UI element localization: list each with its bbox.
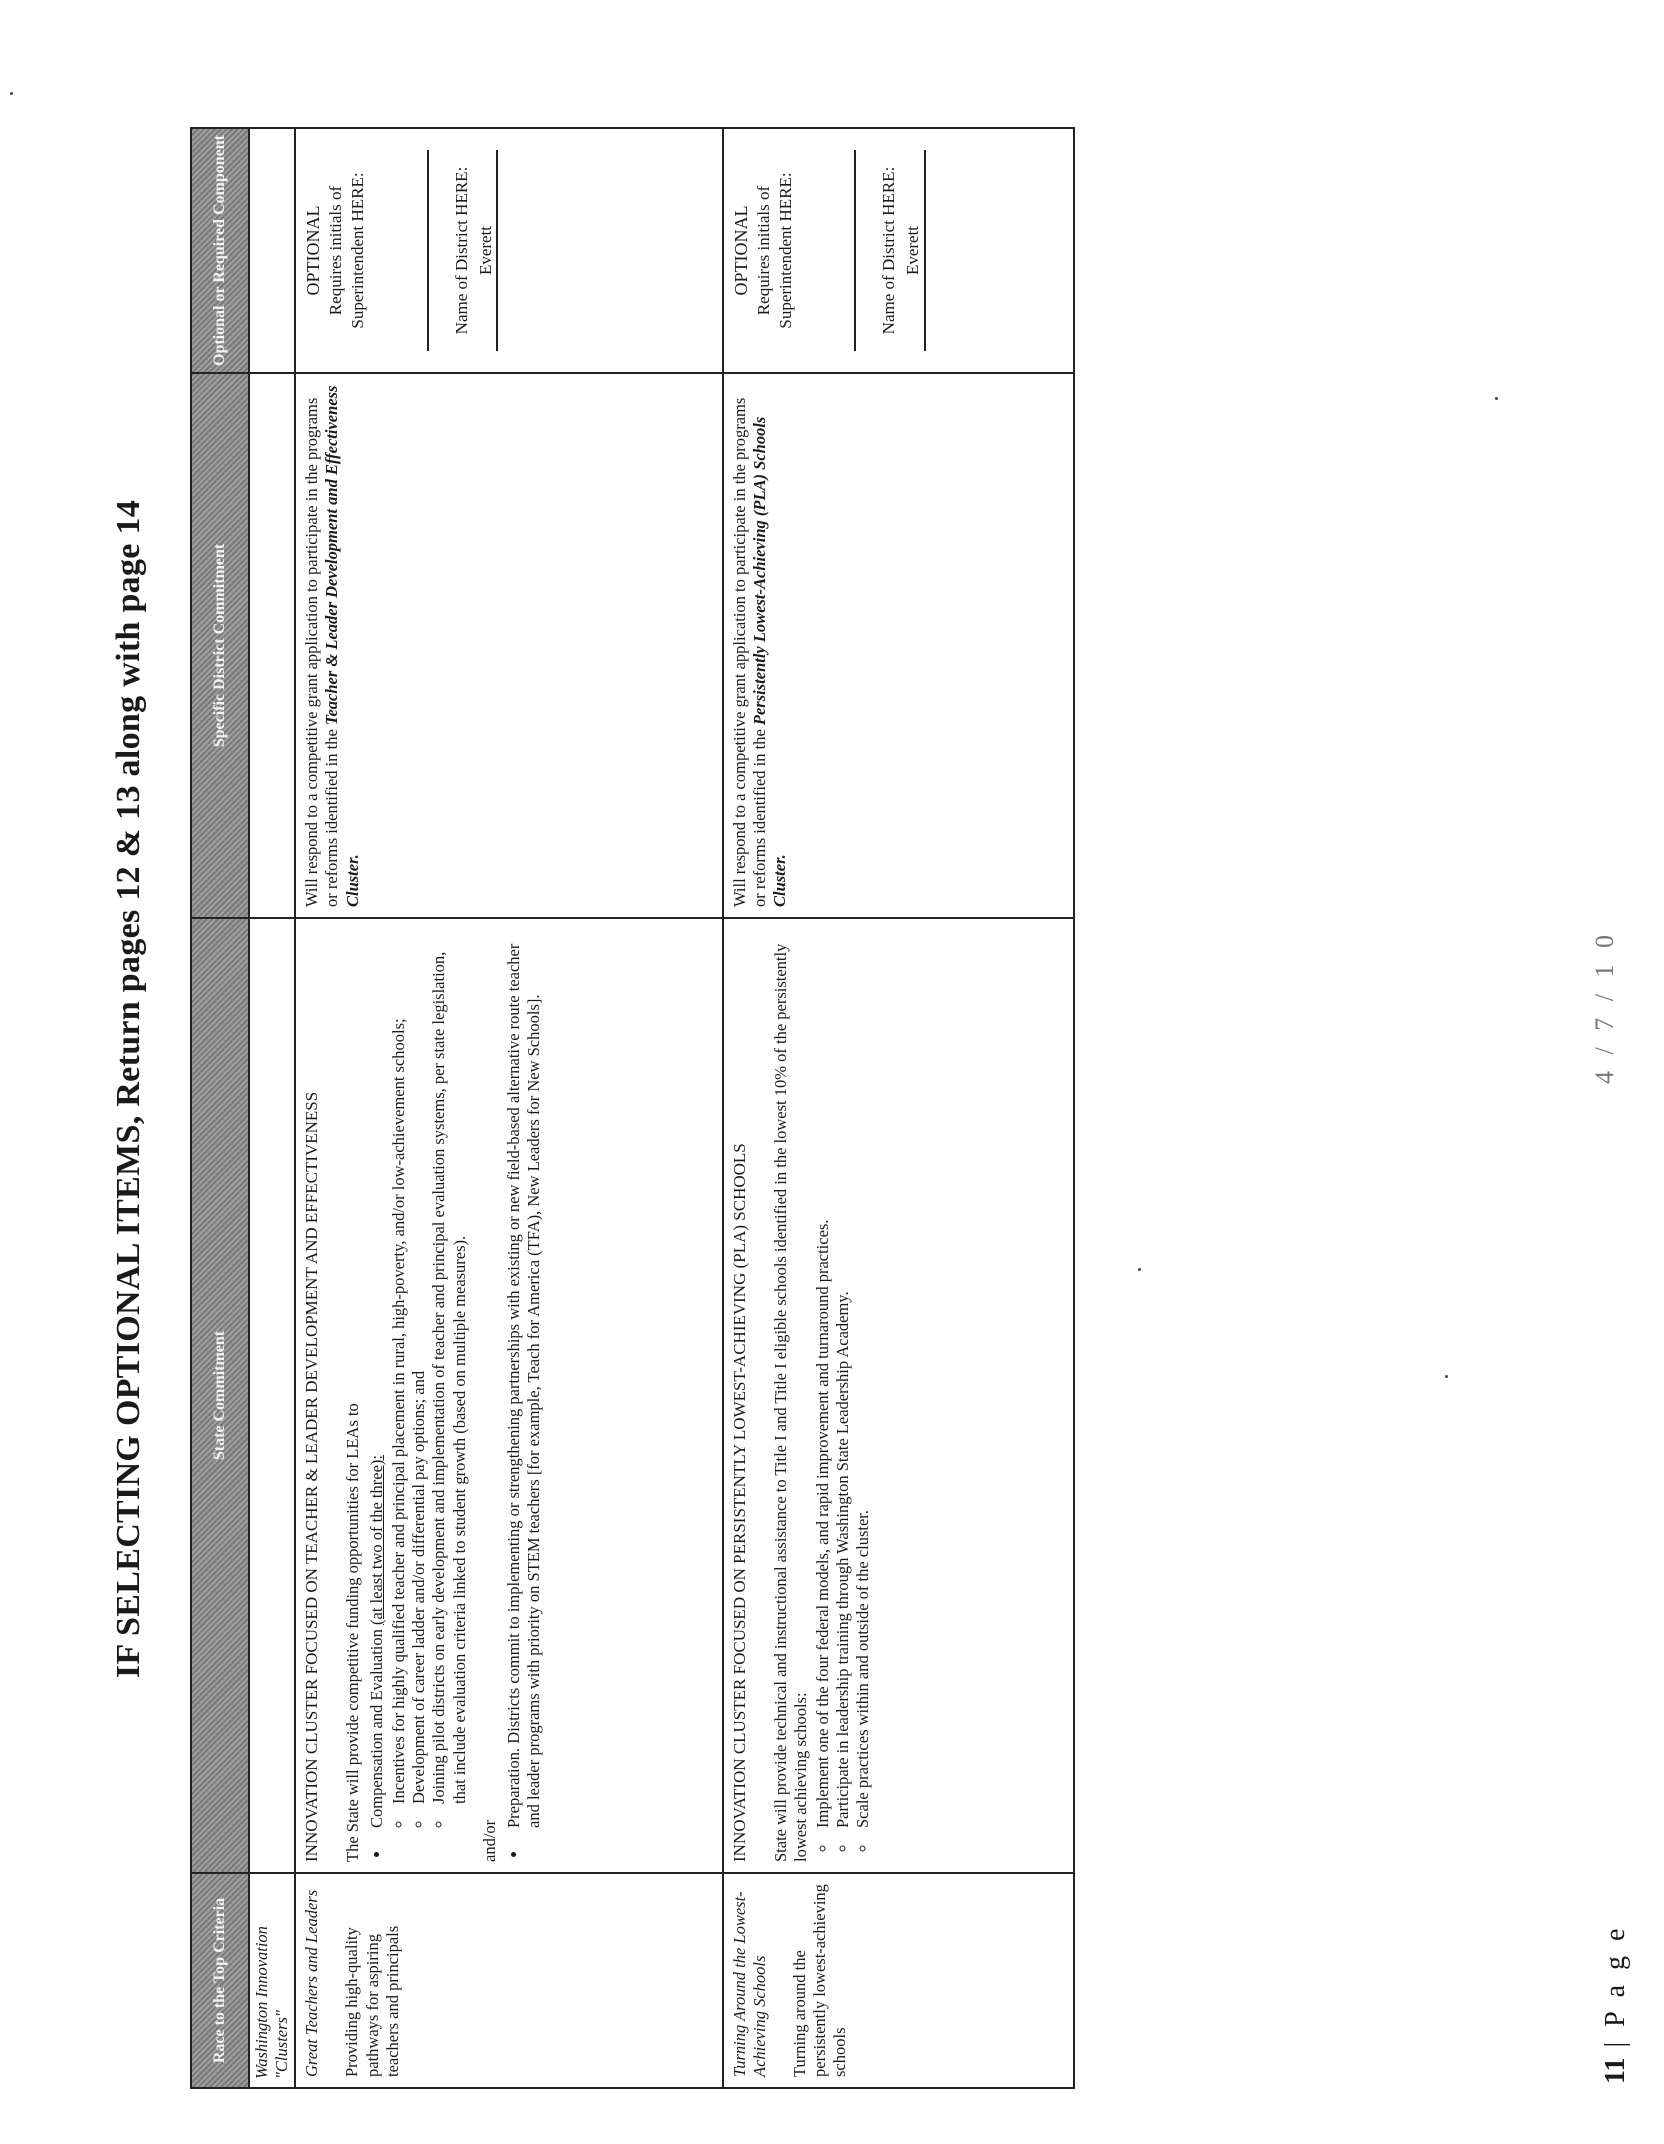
- district-name-value[interactable]: Everett: [475, 150, 499, 351]
- sub-item: ◦ Incentives for highly qualified teacher and principal placement in rural, high-poverty, and/or low-achievement schools;: [389, 929, 409, 1810]
- sub-list: [813, 929, 873, 1862]
- header-optional-required: Optional or Required Component: [191, 128, 249, 373]
- bullet-compensation: [367, 929, 470, 1840]
- bullet-heading: Compensation and Evaluation: [367, 1629, 387, 1828]
- sub-list: [389, 929, 470, 1828]
- state-bullets-2: [504, 929, 544, 1862]
- superintendent-initials-label: Requires initials of Superintendent HERE:: [326, 172, 368, 329]
- state-bullets: [367, 929, 470, 1862]
- district-commitment-cell: [723, 373, 1074, 918]
- district-text: Will respond to a competitive grant application to participate in the programs or reforms identified in the: [729, 397, 770, 907]
- criteria-description: Turning around the persistently lowest-achieving schools: [790, 1884, 850, 2077]
- empty-cell: [249, 373, 295, 918]
- empty-cell: [249, 918, 295, 1873]
- sub-item: ◦ Participate in leadership training through Washington State Leadership Academy.: [833, 929, 853, 1834]
- commitment-table: [190, 127, 1075, 2089]
- bullet-preparation: • Preparation. Districts commit to implementing or strengthening partnerships with existing or new field-based alternative route teacher and leader programs with priority on STEM teachers [for example, Teach for America (TFA), New Leaders for New Schools].: [504, 929, 544, 1840]
- sub-item: ◦ Scale practices within and outside of the cluster.: [853, 929, 873, 1834]
- sub-item: ◦ Development of career ladder and/or differential pay options; and: [409, 929, 429, 1810]
- header-row: [191, 128, 249, 2088]
- header-district-commitment: Specific District Commitment: [191, 373, 249, 918]
- state-intro: The State will provide competitive funding opportunities for LEAs to: [342, 1403, 362, 1862]
- criteria-title: Great Teachers and Leaders: [302, 1889, 322, 2077]
- page-number-value: 11: [1600, 2057, 1631, 2084]
- bullet-qualifier: (at least two of the three):: [367, 1455, 387, 1625]
- initials-signature-line[interactable]: [375, 150, 429, 351]
- district-cluster-name: Teacher & Leader Development and Effectiveness Cluster.: [322, 385, 362, 907]
- section-label-cell: [249, 1873, 295, 2088]
- criteria-cell: [295, 1873, 723, 2088]
- sub-item: ◦ Implement one of the four federal models, and rapid improvement and turnaround practices.: [813, 929, 833, 1834]
- date-stamp: 4 / 7 / 1 0: [1590, 930, 1619, 1084]
- cluster-heading: INNOVATION CLUSTER FOCUSED ON TEACHER & LEADER DEVELOPMENT AND EFFECTIVENESS: [302, 1091, 322, 1862]
- section-row: [249, 128, 295, 2088]
- state-commitment-cell: [723, 918, 1074, 1873]
- state-intro: State will provide technical and instructional assistance to Title I and Title I eligible schools identified in the lowest 10% of the persistently lowest achieving schools:: [770, 943, 810, 1862]
- district-name-value[interactable]: Everett: [902, 150, 926, 351]
- table-row: [723, 128, 1074, 2088]
- and-or-text: and/or: [479, 1819, 499, 1862]
- page-title: IF SELECTING OPTIONAL ITEMS, Return pages 12 & 13 along with page 14: [110, 499, 147, 1679]
- optional-label: OPTIONAL: [303, 205, 324, 296]
- header-state-commitment: State Commitment: [191, 918, 249, 1873]
- district-cluster-name: Persistently Lowest-Achieving (PLA) Schools Cluster.: [750, 416, 790, 907]
- district-name-label: Name of District HERE:: [879, 166, 899, 335]
- page-label: | P a g e: [1600, 1924, 1631, 2048]
- district-name-label: Name of District HERE:: [451, 166, 471, 335]
- optional-label: OPTIONAL: [730, 205, 751, 296]
- cluster-heading: INNOVATION CLUSTER FOCUSED ON PERSISTENTLY LOWEST-ACHIEVING (PLA) SCHOOLS: [729, 1143, 749, 1862]
- section-label: Washington Innovation "Clusters": [252, 1926, 292, 2079]
- initials-signature-line[interactable]: [802, 150, 856, 351]
- optional-cell: [295, 128, 723, 373]
- optional-cell: [723, 128, 1074, 373]
- criteria-title: Turning Around the Lowest-Achieving Schools: [729, 1891, 770, 2077]
- page-number: [1600, 1925, 1632, 2084]
- criteria-cell: [723, 1873, 1074, 2088]
- empty-cell: [249, 128, 295, 373]
- state-commitment-cell: [295, 918, 723, 1873]
- superintendent-initials-label: Requires initials of Superintendent HERE:: [753, 172, 795, 329]
- sub-item: ◦ Joining pilot districts on early development and implementation of teacher and principal evaluation systems, per state legislation, that include evaluation criteria linked to student growth (based on multiple measures).: [429, 929, 469, 1810]
- criteria-description: Providing high-quality pathways for aspiring teachers and principals: [342, 1925, 402, 2077]
- district-commitment-cell: [295, 373, 723, 918]
- district-text: Will respond to a competitive grant application to participate in the programs or reforms identified in the: [302, 397, 342, 907]
- header-criteria: Race to the Top Criteria: [191, 1873, 249, 2088]
- table-row: [295, 128, 723, 2088]
